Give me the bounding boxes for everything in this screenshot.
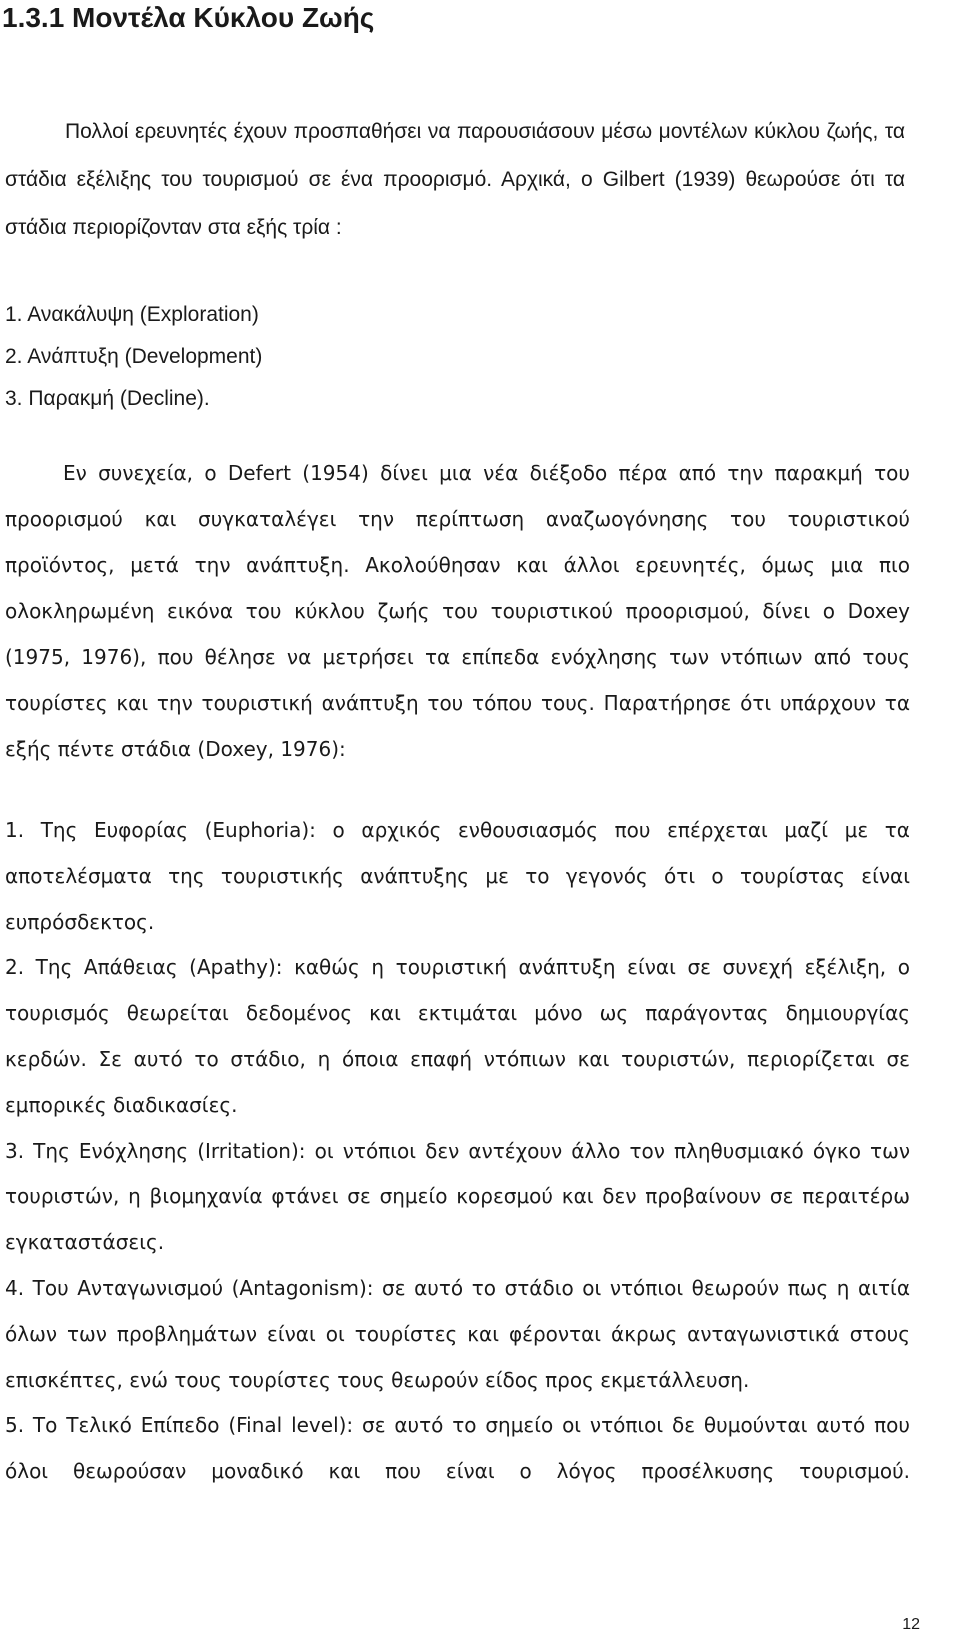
list-item: 2. Ανάπτυξη (Development) bbox=[5, 345, 263, 368]
list-item: 2. Της Απάθειας (Apathy): καθώς η τουριστική ανάπτυξη είναι σε συνεχή εξέλιξη, ο τουρισμός θεωρείται δεδομένος και εκτιμάται μόνο ως παράγοντας δημιουργίας κερδών. Σε αυτό το στάδιο, η όποια επαφή ντόπιων και τουριστών, περιορίζεται σε εμπορικές διαδικασίες. bbox=[5, 955, 910, 1117]
page-number: 12 bbox=[902, 1616, 920, 1633]
gilbert-stages-list bbox=[5, 294, 905, 420]
list-item: 3. Παρακμή (Decline). bbox=[5, 387, 210, 410]
list-item: 1. Ανακάλυψη (Exploration) bbox=[5, 303, 259, 326]
doxey-paragraph: Εν συνεχεία, ο Defert (1954) δίνει μια νέα διέξοδο πέρα από την παρακμή του προορισμού και συγκαταλέγει την περίπτωση αναζωογόνησης του τουριστικού προϊόντος, μετά την ανάπτυξη. Ακολούθησαν και άλλοι ερευνητές, όμως μια πιο ολοκληρωμένη εικόνα του κύκλου ζωής του τουριστικού προορισμού, δίνει ο Doxey (1975, 1976), που θέλησε να μετρήσει τα επίπεδα ενόχλησης των ντόπιων από τους τουρίστες και την τουριστική ανάπτυξη του τόπου τους. Παρατήρησε ότι υπάρχουν τα εξής πέντε στάδια (Doxey, 1976): bbox=[5, 461, 910, 761]
section-heading: 1.3.1 Μοντέλα Κύκλου Ζωής bbox=[2, 2, 375, 33]
list-item: 1. Της Ευφορίας (Euphoria): ο αρχικός ενθουσιασμός που επέρχεται μαζί με τα αποτελέσματα της τουριστικής ανάπτυξης με το γεγονός ότι ο τουρίστας είναι ευπρόσδεκτος. bbox=[5, 818, 910, 934]
doxey-stages-list bbox=[5, 808, 910, 1495]
intro-paragraph: Πολλοί ερευνητές έχουν προσπαθήσει να παρουσιάσουν μέσω μοντέλων κύκλου ζωής, τα στάδια εξέλιξης του τουρισμού σε ένα προορισμό. Αρχικά, ο Gilbert (1939) θεωρούσε ότι τα στάδια περιορίζονταν στα εξής τρία : bbox=[5, 120, 905, 239]
list-item: 4. Του Ανταγωνισμού (Antagonism): σε αυτό το στάδιο οι ντόπιοι θεωρούν πως η αιτία όλων των προβλημάτων είναι οι τουρίστες και φέρονται άκρως ανταγωνιστικά στους επισκέπτες, ενώ τους τουρίστες τους θεωρούν είδος προς εκμετάλλευση. bbox=[5, 1275, 910, 1392]
list-item: 5. Το Τελικό Επίπεδο (Final level): σε αυτό το σημείο οι ντόπιοι δε θυμούνται αυτό που όλοι θεωρούσαν μοναδικό και που είναι ο λόγος προσέλκυσης τουρισμού. bbox=[5, 1413, 910, 1484]
list-item: 3. Της Ενόχλησης (Irritation): οι ντόπιοι δεν αντέχουν άλλο τον πληθυσμιακό όγκο των τουριστών, η βιομηχανία φτάνει σε σημείο κορεσμού και δεν προβαίνουν σε περαιτέρω εγκαταστάσεις. bbox=[5, 1138, 910, 1255]
